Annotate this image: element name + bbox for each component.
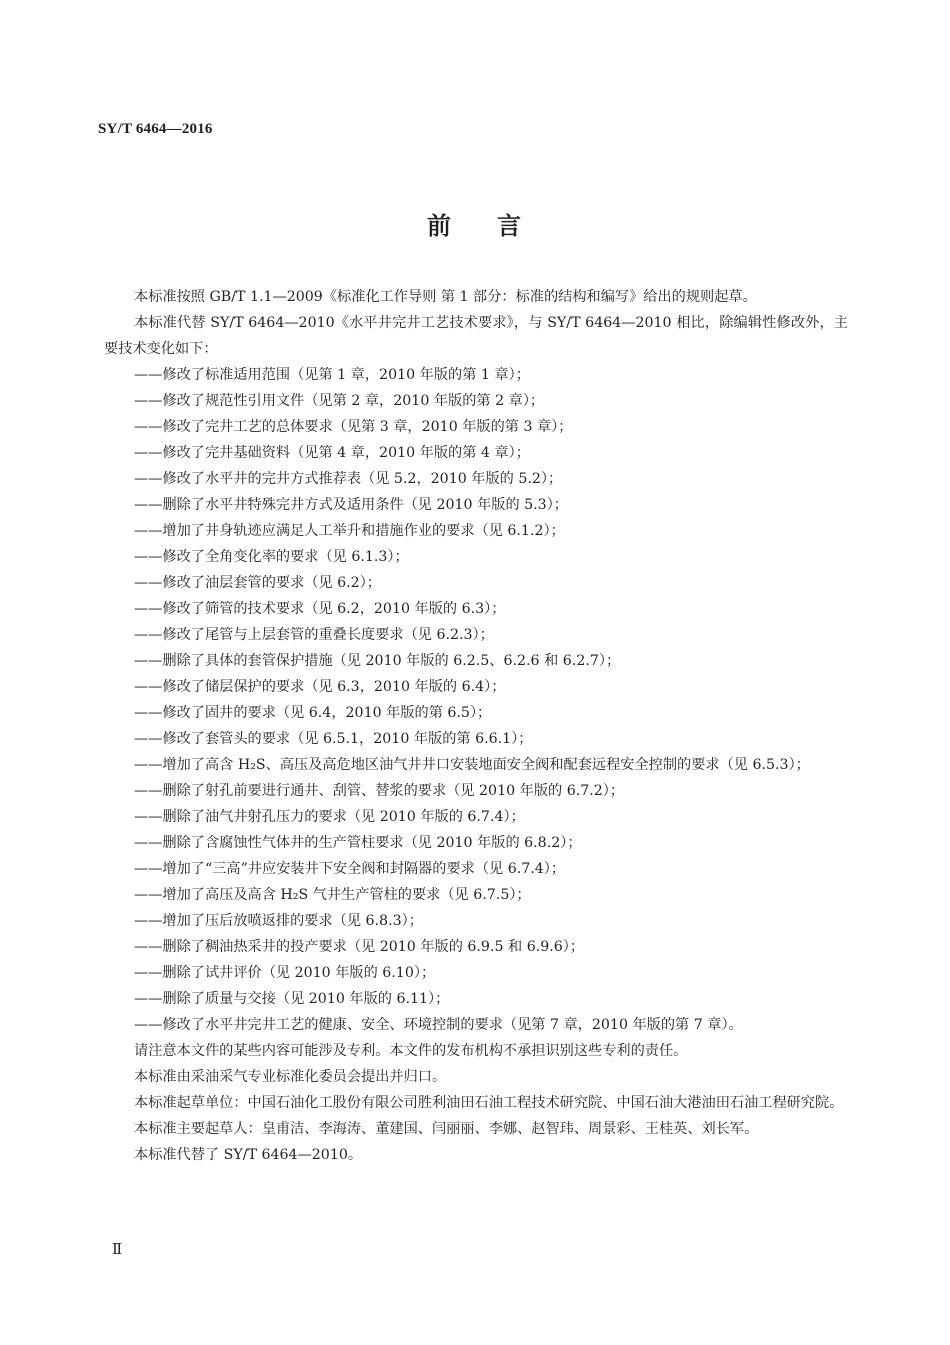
list-item: ——删除了试井评价（见 2010 年版的 6.10）；: [134, 965, 436, 981]
list-item: ——增加了压后放喷返排的要求（见 6.8.3）；: [134, 913, 423, 929]
drafters: 本标准主要起草人：皇甫洁、李海涛、董建国、闫丽丽、李娜、赵智玮、周景彩、王桂英、刘长军。: [134, 1121, 759, 1137]
list-item: ——修改了标准适用范围（见第 1 章，2010 年版的第 1 章）；: [134, 367, 530, 383]
title-char-1: 前: [427, 212, 453, 240]
list-item: ——增加了井身轨迹应满足人工举升和措施作业的要求（见 6.1.2）；: [134, 523, 565, 539]
list-item: ——修改了油层套管的要求（见 6.2）；: [134, 575, 381, 591]
list-item: ——修改了完井工艺的总体要求（见第 3 章，2010 年版的第 3 章）；: [134, 419, 573, 435]
list-item: ——修改了水平井完井工艺的健康、安全、环境控制的要求（见第 7 章，2010 年版的第 7 章）。: [134, 1017, 743, 1033]
list-item: ——修改了完井基础资料（见第 4 章，2010 年版的第 4 章）；: [134, 445, 530, 461]
list-item: ——删除了含腐蚀性气体井的生产管柱要求（见 2010 年版的 6.8.2）；: [134, 835, 582, 851]
list-item: ——增加了“三高”井应安装井下安全阀和封隔器的要求（见 6.7.4）；: [134, 861, 566, 877]
foreword-body: [104, 284, 848, 1168]
list-item: ——修改了固井的要求（见 6.4，2010 年版的第 6.5）；: [134, 705, 492, 721]
list-item: ——删除了具体的套管保护措施（见 2010 年版的 6.2.5、6.2.6 和 6.2.7）；: [134, 653, 621, 669]
title-char-2: 言: [497, 212, 523, 240]
list-item: ——删除了射孔前要进行通井、刮管、替浆的要求（见 2010 年版的 6.7.2）；: [134, 783, 625, 799]
list-item: ——增加了高压及高含 H₂S 气井生产管柱的要求（见 6.7.5）；: [134, 887, 531, 903]
list-item: ——删除了油气井射孔压力的要求（见 2010 年版的 6.7.4）；: [134, 809, 525, 825]
list-item: ——修改了全角变化率的要求（见 6.1.3）；: [134, 549, 409, 565]
standard-code: SY/T 6464—2016: [98, 121, 213, 137]
page-title: [0, 206, 950, 241]
change-list: [104, 362, 848, 1038]
intro-paragraph: 本标准按照 GB/T 1.1—2009《标准化工作导则 第 1 部分：标准的结构和编写》给出的规则起草。: [134, 289, 757, 305]
list-item: ——修改了筛管的技术要求（见 6.2，2010 年版的 6.3）；: [134, 601, 506, 617]
list-item: ——删除了水平井特殊完井方式及适用条件（见 2010 年版的 5.3）；: [134, 497, 568, 513]
list-item: ——删除了稠油热采井的投产要求（见 2010 年版的 6.9.5 和 6.9.6）；: [134, 939, 585, 955]
list-item: ——修改了水平井的完井方式推荐表（见 5.2，2010 年版的 5.2）；: [134, 471, 563, 487]
patent-notice: 请注意本文件的某些内容可能涉及专利。本文件的发布机构不承担识别这些专利的责任。: [134, 1043, 688, 1059]
page-number: Ⅱ: [112, 1242, 123, 1258]
list-item: ——修改了套管头的要求（见 6.5.1，2010 年版的第 6.6.1）；: [134, 731, 533, 747]
list-item: ——修改了规范性引用文件（见第 2 章，2010 年版的第 2 章）；: [134, 393, 545, 409]
committee-statement: 本标准由采油采气专业标准化委员会提出并归口。: [134, 1069, 447, 1085]
list-item: ——删除了质量与交接（见 2010 年版的 6.11）；: [134, 991, 450, 1007]
list-item: ——修改了储层保护的要求（见 6.3，2010 年版的 6.4）；: [134, 679, 506, 695]
drafting-units: 本标准起草单位：中国石油化工股份有限公司胜利油田石油工程技术研究院、中国石油大港油田石油工程研究院。: [134, 1095, 844, 1111]
intro-paragraph: 本标准代替 SY/T 6464—2010《水平井完井工艺技术要求》，与 SY/T 6464—2010 相比，除编辑性修改外，主要技术变化如下：: [104, 315, 848, 357]
list-item: ——增加了高含 H₂S、高压及高危地区油气井井口安装地面安全阀和配套远程安全控制的要求（见 6.5.3）；: [134, 757, 810, 773]
replacement-statement: 本标准代替了 SY/T 6464—2010。: [134, 1147, 363, 1163]
list-item: ——修改了尾管与上层套管的重叠长度要求（见 6.2.3）；: [134, 627, 494, 643]
